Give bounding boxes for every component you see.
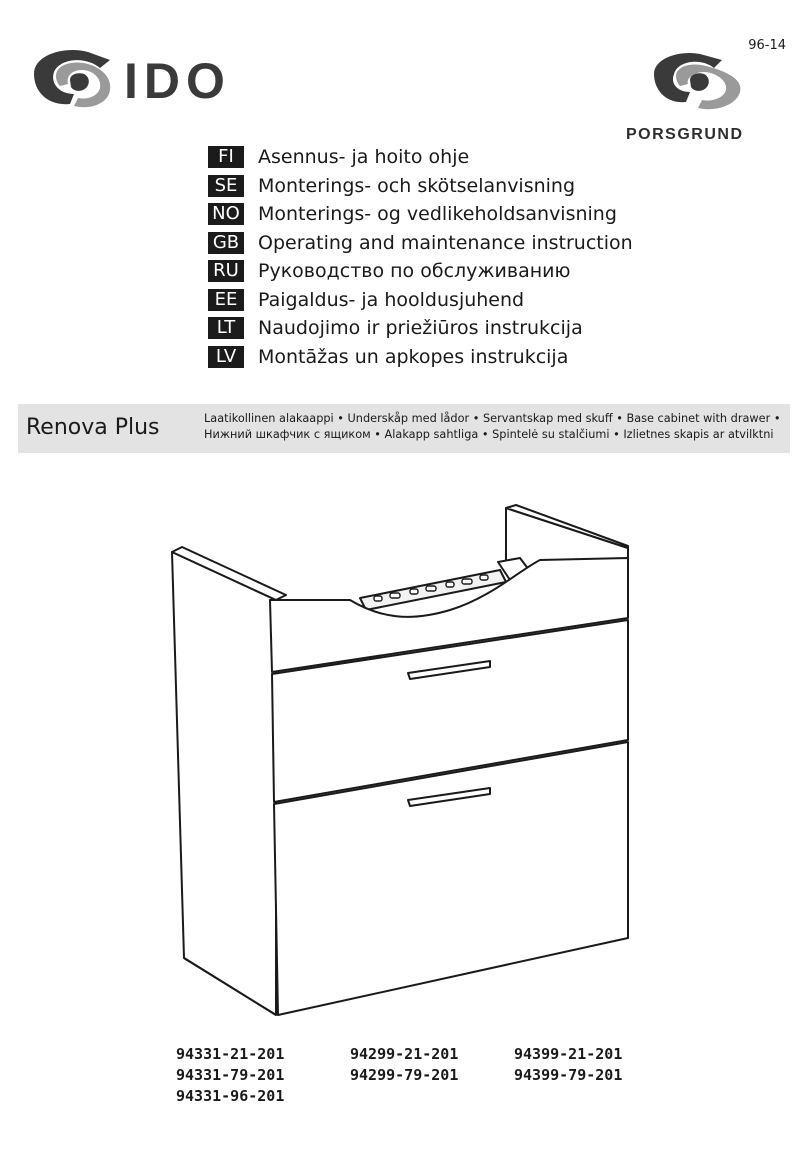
- cabinet-illustration: [160, 500, 640, 1025]
- language-row: [208, 172, 633, 201]
- language-row: [208, 343, 633, 372]
- product-name: Renova Plus: [26, 415, 160, 440]
- language-title: Asennus- ja hoito ohje: [258, 146, 470, 169]
- language-title: Paigaldus- ja hooldusjuhend: [258, 288, 525, 311]
- language-code-badge: EE: [208, 289, 244, 311]
- product-codes-col2: [350, 1044, 458, 1086]
- product-banner: [18, 404, 790, 453]
- language-title: Operating and maintenance instruction: [258, 231, 633, 254]
- language-code-badge: GB: [208, 232, 244, 254]
- product-code: 94331-21-201: [176, 1045, 285, 1063]
- language-row: [208, 200, 633, 229]
- language-title: Monterings- og vedlikeholdsanvisning: [258, 203, 617, 226]
- product-code: 94399-21-201: [514, 1045, 623, 1063]
- language-row: [208, 257, 633, 286]
- product-code: 94299-79-201: [350, 1066, 459, 1084]
- product-description: [204, 411, 781, 443]
- language-code-badge: LV: [208, 346, 244, 368]
- document-code: 96-14: [748, 38, 786, 53]
- language-code-badge: RU: [208, 260, 244, 282]
- product-code: 94331-96-201: [176, 1087, 285, 1105]
- language-title: Руководство по обслуживанию: [258, 260, 571, 283]
- product-description-line: Laatikollinen alakaappi • Underskåp med lådor • Servantskap med skuff • Base cabinet with drawer •: [204, 412, 781, 425]
- language-code-badge: LT: [208, 317, 244, 339]
- product-codes-col3: [514, 1044, 622, 1086]
- language-row: [208, 143, 633, 172]
- product-description-line: Нижний шкафчик с ящиком • Alakapp sahtliga • Spintelė su stalčiumi • Izlietnes skapis ar atvilktni: [204, 428, 774, 441]
- language-title: Monterings- och skötselanvisning: [258, 174, 576, 197]
- language-code-badge: SE: [208, 175, 244, 197]
- language-title: Montāžas un apkopes instrukcija: [258, 345, 569, 368]
- product-code: 94331-79-201: [176, 1066, 285, 1084]
- language-row: [208, 314, 633, 343]
- language-list: [208, 143, 633, 371]
- language-title: Naudojimo ir priežiūros instrukcija: [258, 317, 583, 340]
- product-codes-col1: [176, 1044, 284, 1107]
- ido-brand-name: IDO: [124, 53, 231, 109]
- language-row: [208, 229, 633, 258]
- language-code-badge: FI: [208, 146, 244, 168]
- product-code: 94299-21-201: [350, 1045, 459, 1063]
- porsgrund-logo-icon: [648, 48, 748, 118]
- language-code-badge: NO: [208, 203, 244, 225]
- product-code: 94399-79-201: [514, 1066, 623, 1084]
- language-row: [208, 286, 633, 315]
- ido-logo-icon: [26, 44, 122, 116]
- porsgrund-brand-name: PORSGRUND: [626, 126, 744, 143]
